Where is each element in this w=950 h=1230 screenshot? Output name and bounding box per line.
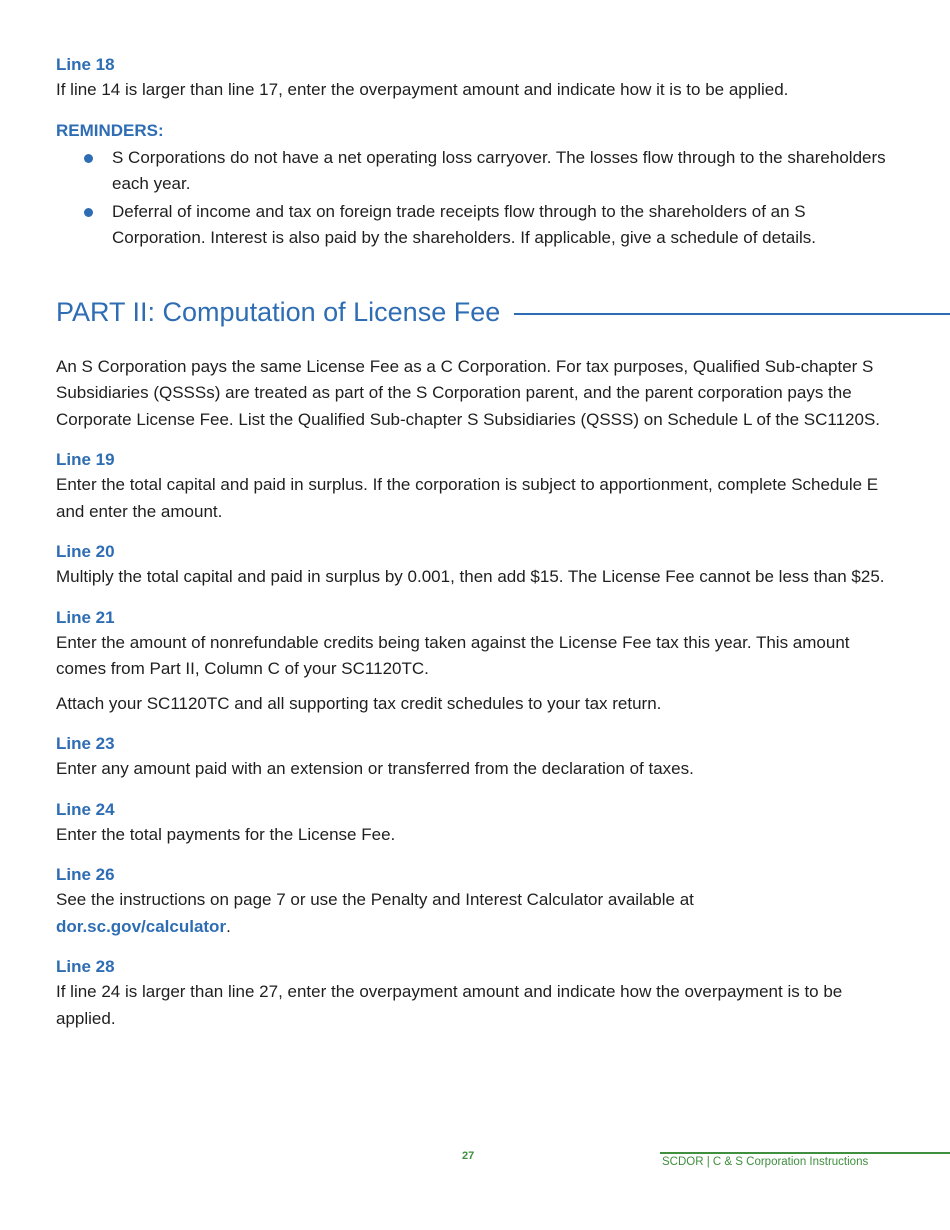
line-26-heading: Line 26: [56, 865, 115, 884]
footer-divider: [660, 1152, 950, 1154]
line-26-text: See the instructions on page 7 or use the Penalty and Interest Calculator available at: [56, 890, 694, 909]
page-number: 27: [462, 1150, 475, 1162]
line-28-section: [56, 954, 896, 1032]
line-26-suffix: .: [226, 916, 231, 936]
title-divider: [514, 313, 950, 315]
line-21-heading: Line 21: [56, 607, 115, 627]
line-28-text: If line 24 is larger than line 27, enter the overpayment amount and indicate how the overpayment is to be applied.: [56, 982, 843, 1028]
line-19-text: Enter the total capital and paid in surplus. If the corporation is subject to apportionment, complete Schedule E and enter the amount.: [56, 475, 879, 521]
reminders-heading: REMINDERS:: [56, 120, 164, 140]
reminder-text: S Corporations do not have a net operating loss carryover. The losses flow through to the shareholders each year.: [112, 147, 886, 193]
part-2-title-row: [56, 292, 896, 336]
line-19-heading: Line 19: [56, 450, 115, 469]
line-24-section: [56, 797, 896, 849]
line-18-heading: Line 18: [56, 55, 115, 74]
calculator-link[interactable]: dor.sc.gov/calculator: [56, 916, 227, 936]
line-21-attach-text: Attach your SC1120TC and all supporting tax credit schedules to your tax return.: [56, 693, 662, 713]
line-23-heading: Line 23: [56, 734, 115, 753]
line-20-heading: Line 20: [56, 542, 115, 561]
line-23-text: Enter any amount paid with an extension or transferred from the declaration of taxes.: [56, 759, 694, 778]
part-2-intro-section: [56, 354, 896, 434]
line-24-heading: Line 24: [56, 799, 115, 819]
line-21-section: [56, 605, 896, 718]
line-19-section: [56, 447, 896, 525]
reminders-list: [56, 145, 896, 252]
line-28-heading: Line 28: [56, 957, 115, 976]
reminders-section: [56, 118, 896, 252]
line-18-section: [56, 52, 896, 104]
document-page: [56, 52, 896, 1046]
reminder-text: Deferral of income and tax on foreign trade receipts flow through to the shareholders of an S Corporation. Interest is also paid by the shareholders. If applicable, give a schedule of details.: [112, 201, 817, 247]
line-26-section: [56, 862, 896, 940]
bullet-icon: [84, 154, 93, 163]
line-20-text: Multiply the total capital and paid in surplus by 0.001, then add $15. The License Fee cannot be less than $25.: [56, 567, 885, 586]
line-26-paragraph: [56, 887, 896, 940]
line-18-text: If line 14 is larger than line 17, enter the overpayment amount and indicate how it is to be applied.: [56, 80, 789, 99]
line-23-section: [56, 731, 896, 783]
line-24-text: Enter the total payments for the License Fee.: [56, 824, 396, 844]
part-2-title: PART II: Computation of License Fee: [56, 296, 501, 327]
reminder-item: [56, 199, 896, 252]
bullet-icon: [84, 208, 93, 217]
reminder-item: [56, 145, 896, 198]
line-21-text: Enter the amount of nonrefundable credits being taken against the License Fee tax this year. This amount comes from Part II, Column C of your SC1120TC.: [56, 632, 850, 678]
footer-doc-title: SCDOR | C & S Corporation Instructions: [662, 1156, 869, 1168]
part-2-intro: An S Corporation pays the same License Fee as a C Corporation. For tax purposes, Qualified Sub-chapter S Subsidiaries (QSSSs) are treated as part of the S Corporation parent, and the parent corporation pays the Corporate License Fee. List the Qualified Sub-chapter S Subsidiaries (QSSS) on Schedule L of the SC1120S.: [56, 356, 881, 429]
line-20-section: [56, 539, 896, 591]
